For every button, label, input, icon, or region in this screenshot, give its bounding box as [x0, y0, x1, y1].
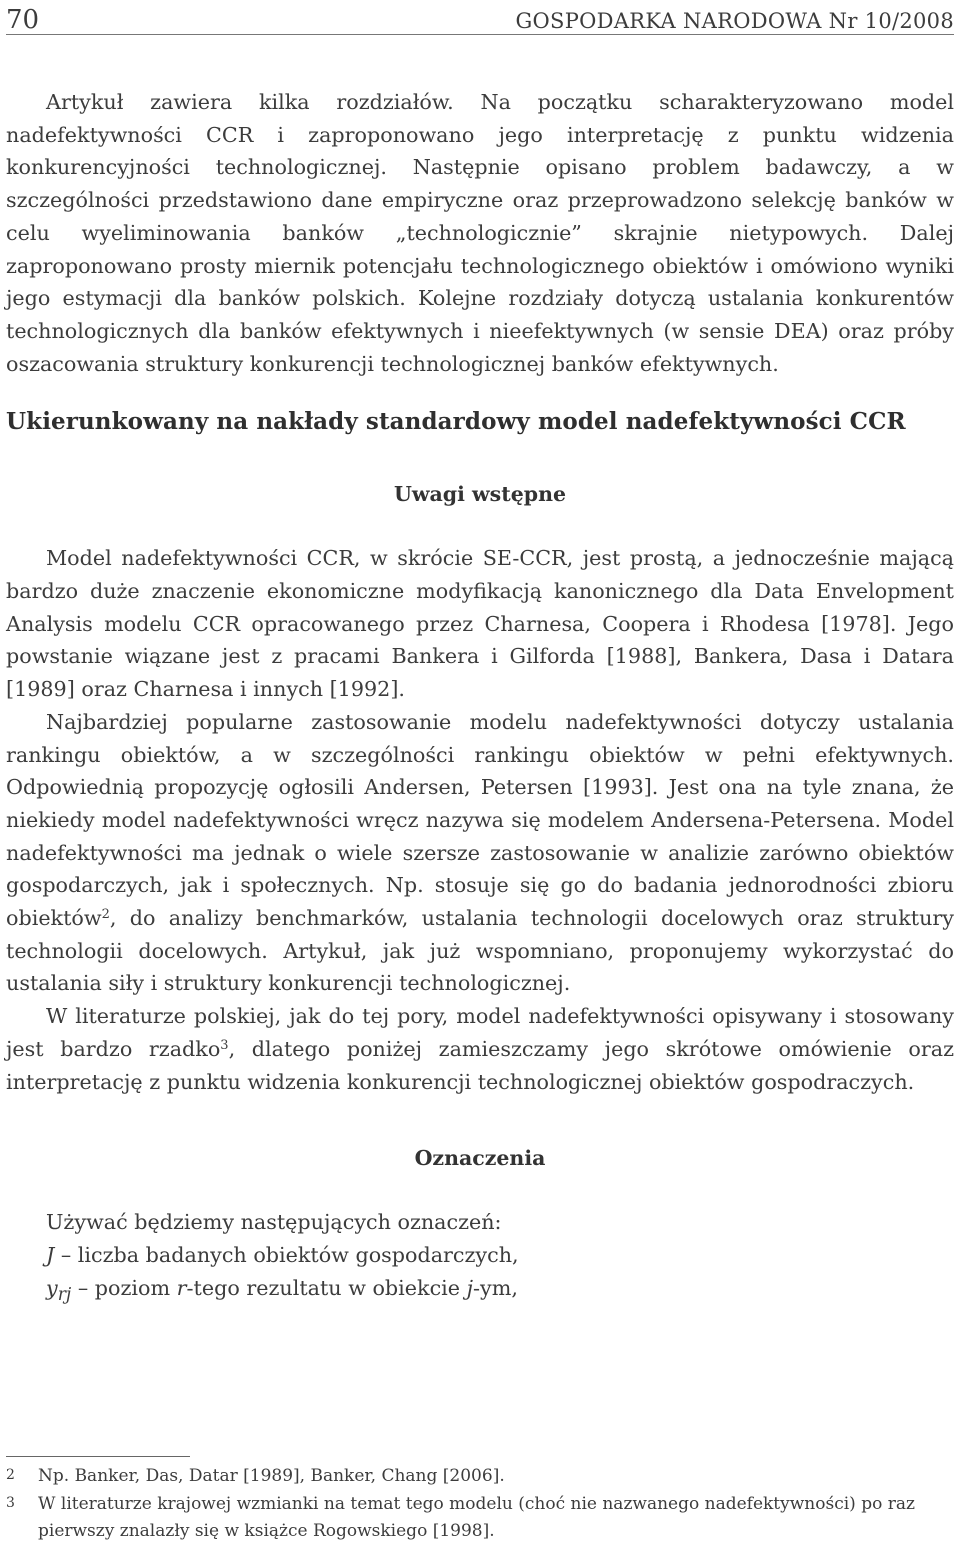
- footnote: [6, 1463, 954, 1491]
- footnote-ref: 3: [220, 1037, 229, 1053]
- footnote-text: Np. Banker, Das, Datar [1989], Banker, Chang [2006].: [38, 1466, 505, 1486]
- notation-text: -tego rezultatu w obiekcie: [186, 1276, 467, 1301]
- footnote-text: W literaturze krajowej wzmianki na temat tego modelu (choć nie nazwanego nadefektywności) po raz pierwszy znalazły się w książce Rogowskiego [1998].: [38, 1493, 915, 1541]
- paragraph-text: , do analizy benchmarków, ustalania technologii docelowych oraz struktury technologii docelowych. Artykuł, jak już wspomniano, proponujemy wykorzystać do ustalania siły i struktury konkurencji technologicznej.: [6, 906, 954, 996]
- paragraph-text: Najbardziej popularne zastosowanie modelu nadefektywności dotyczy ustalania rankingu obiektów, a w szczególności rankingu obiektów w pełni efektywnych. Odpowiednią propozycję ogłosili Andersen, Petersen [1993]. Jest ona na tyle znana, że niekiedy model nadefektywności wręcz nazywa się modelem Andersena-Petersena. Model nadefektywności ma jednak o wiele szersze zastosowanie w analizie zarówno obiektów gospodarczych, jak i społecznych. Np. stosuje się go do badania jednorodności zbioru obiektów: [6, 709, 954, 931]
- journal-title: GOSPODARKA NARODOWA Nr 10/2008: [515, 9, 954, 33]
- footnote-mark: 3: [6, 1494, 15, 1511]
- main-content: [6, 86, 954, 1312]
- footnote-ref: 2: [101, 907, 110, 923]
- notation-list: [6, 1206, 954, 1312]
- symbol-subscript: rj: [57, 1285, 72, 1306]
- subsection-title-notation: Oznaczenia: [414, 1146, 546, 1171]
- footnote-mark: 2: [6, 1467, 15, 1483]
- running-header: [6, 6, 954, 35]
- paragraph-polish-literature: [6, 1000, 954, 1098]
- notation-item: [46, 1272, 954, 1312]
- footnote-divider: [6, 1456, 190, 1457]
- intro-paragraph: Artykuł zawiera kilka rozdziałów. Na początku scharakteryzowano model nadefektywności CCR i zaproponowano jego interpretację z punktu widzenia konkurencyjności technologicznej. Następnie opisano problem badawczy, a w szczególności przedstawiono dane empiryczne oraz przeprowadzono selekcję banków w celu wyeliminowania banków „technologicznie” skrajnie nietypowych. Dalej zaproponowano prosty miernik potencjału technologicznego obiektów i omówiono wyniki jego estymacji dla banków polskich. Kolejne rozdziały dotyczą ustalania konkurentów technologicznych dla banków efektywnych i nieefektywnych (w sensie DEA) oraz próby oszacowania struktury konkurencji technologicznej banków efektywnych.: [6, 90, 954, 376]
- paragraph-se-ccr: Model nadefektywności CCR, w skrócie SE-CCR, jest prostą, a jednocześnie mającą bardzo duże znaczenie ekonomiczne modyfikacją kanonicznego dla Data Envelopment Analysis modelu CCR opracowanego przez Charnesa, Coopera i Rhodesa [1978]. Jego powstanie wiązane jest z pracami Bankera i Gilforda [1988], Bankera, Dasa i Datara [1989] oraz Charnesa i innych [1992].: [6, 546, 954, 702]
- paragraph-ranking: [6, 706, 954, 1000]
- symbol: y: [46, 1276, 58, 1301]
- paragraph-text: , dlatego poniżej zamieszczamy jego skrótowe omówienie oraz interpretację z punktu widzenia konkurencji technologicznej obiektów gospodraczych.: [6, 1036, 954, 1094]
- notation-intro: Używać będziemy następujących oznaczeń:: [46, 1210, 502, 1235]
- footnotes: [6, 1463, 954, 1546]
- section-title: Ukierunkowany na nakłady standardowy model nadefektywności CCR: [6, 408, 906, 436]
- variable: j: [466, 1276, 474, 1301]
- notation-item: [46, 1239, 954, 1272]
- variable: r: [176, 1276, 187, 1301]
- paragraph-text: W literaturze polskiej, jak do tej pory, model nadefektywności opisywany i stosowany jest bardzo rzadko: [6, 1004, 954, 1061]
- notation-text: – liczba badanych obiektów gospodarczych,: [54, 1243, 519, 1268]
- notation-text: – poziom: [71, 1276, 177, 1301]
- symbol: J: [46, 1243, 55, 1268]
- subsection-title-remarks: Uwagi wstępne: [393, 482, 567, 507]
- footnote: [6, 1491, 954, 1546]
- page-number: 70: [6, 5, 40, 35]
- notation-text: -ym,: [473, 1276, 518, 1301]
